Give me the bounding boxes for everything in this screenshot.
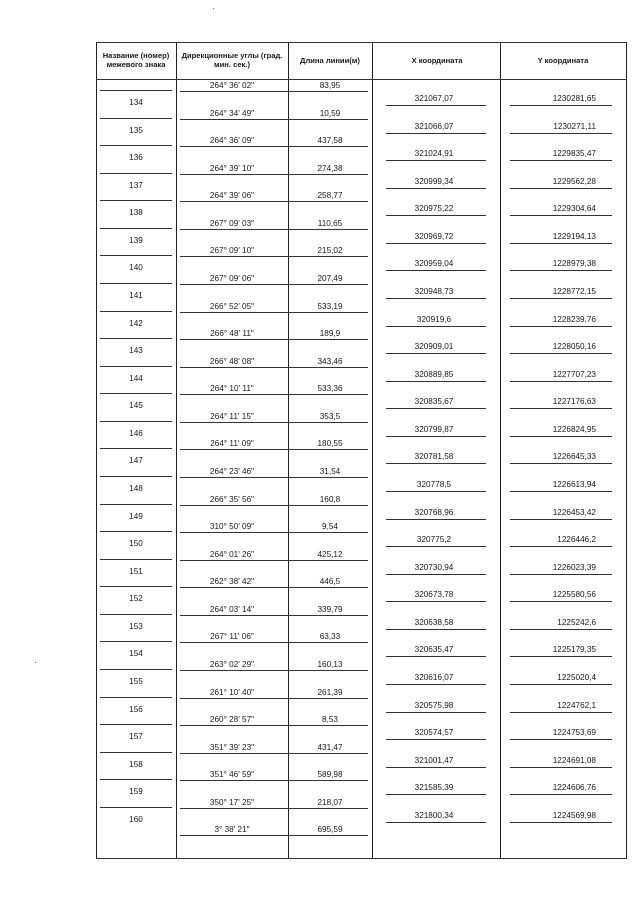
row-underline [180,229,368,230]
coord-underline [386,546,486,547]
segment-length: 353,5 [319,411,341,421]
name-underline [100,807,172,808]
point-x: 320616,07 [414,672,454,682]
row-underline [180,339,368,340]
row-underline [180,256,368,257]
point-x: 320638,58 [414,617,454,627]
point-x: 321024,91 [414,149,454,159]
segment-length: 339,79 [317,604,343,614]
coord-underline [510,463,612,464]
header-angle: Дирекционные углы (град. мин. сек.) [181,51,283,69]
point-name: 142 [129,318,143,328]
point-y: 1225242,6 [557,617,596,627]
point-y: 1229194,13 [552,231,596,241]
point-x: 320635,47 [414,645,454,655]
segment-angle: 351° 39' 23" [209,742,255,752]
segment-length: 425,12 [317,549,343,559]
point-y: 1225020,4 [557,672,596,682]
coord-underline [386,243,486,244]
name-underline [100,145,172,146]
row-underline [180,808,368,809]
coord-underline [510,712,612,713]
coord-underline [386,822,486,823]
coord-underline [386,519,486,520]
segment-angle: 264° 03' 14" [209,604,255,614]
row-underline [180,201,368,202]
segment-angle: 264° 36' 02" [209,81,255,90]
point-x: 320730,94 [414,562,454,572]
segment-angle: 264° 39' 06" [209,191,255,201]
point-name: 150 [129,539,143,549]
segment-length: 274,38 [317,163,343,173]
segment-angle: 3° 38' 21" [214,825,250,835]
segment-length: 431,47 [317,742,343,752]
point-y: 1224753,69 [552,728,596,738]
coord-underline [386,794,486,795]
coord-underline [510,243,612,244]
point-name: 157 [129,732,143,742]
name-underline [100,228,172,229]
name-underline [100,366,172,367]
name-underline [100,118,172,119]
coord-underline [386,188,486,189]
name-underline [100,669,172,670]
point-name: 134 [129,98,143,107]
point-name: 143 [129,346,143,356]
coord-underline [386,353,486,354]
name-underline [100,448,172,449]
name-underline [100,559,172,560]
point-name: 136 [129,153,143,163]
row-underline [180,119,368,120]
segment-length: 446,5 [319,577,341,587]
point-name: 140 [129,263,143,273]
segment-length: 8,53 [322,715,338,725]
name-underline [100,697,172,698]
name-underline [100,586,172,587]
point-name: 148 [129,483,143,493]
segment-angle: 264° 11' 15" [210,411,254,421]
coord-underline [510,739,612,740]
segment-length: 160,8 [319,494,341,504]
point-name: 159 [129,787,143,797]
point-y: 1228979,38 [552,259,596,269]
row-underline [180,422,368,423]
point-name: 152 [129,594,143,604]
coord-underline [386,381,486,382]
name-underline [100,173,172,174]
row-underline [180,367,368,368]
segment-angle: 263° 02' 29" [209,659,255,669]
point-name: 138 [129,208,143,218]
coord-underline [510,381,612,382]
coord-underline [510,270,612,271]
point-name: 151 [129,566,143,576]
name-underline [100,255,172,256]
point-name: 141 [129,290,143,300]
point-x: 320948,73 [414,286,454,296]
segment-angle: 264° 36' 09" [209,136,255,146]
point-y: 1226453,42 [552,507,596,517]
segment-length: 189,9 [319,329,341,339]
coord-underline [510,822,612,823]
point-y: 1226645,33 [552,452,596,462]
coord-underline [510,767,612,768]
segment-angle: 266° 35' 56" [209,494,255,504]
row-underline [180,312,368,313]
coord-underline [510,574,612,575]
segment-length: 533,19 [317,301,343,311]
segment-angle: 264° 11' 09" [210,439,254,449]
segment-length: 215,02 [317,246,343,256]
segment-length: 207,49 [317,273,343,283]
name-underline [100,614,172,615]
coord-underline [510,601,612,602]
name-underline [100,724,172,725]
name-underline [100,779,172,780]
header-name: Название (номер) межевого знака [102,51,170,69]
coord-underline [510,133,612,134]
coord-underline [510,546,612,547]
point-x: 321067,07 [414,94,454,103]
grid-hline [96,42,627,43]
coord-underline [510,794,612,795]
point-y: 1225179,35 [552,645,596,655]
coord-underline [510,684,612,685]
point-x: 320889,85 [414,369,454,379]
coord-underline [386,684,486,685]
row-underline [180,587,368,588]
row-underline [180,394,368,395]
point-name: 147 [129,456,143,466]
row-underline [180,835,368,836]
row-underline [180,477,368,478]
point-x: 320673,78 [414,590,454,600]
coord-underline [386,739,486,740]
coord-underline [510,436,612,437]
segment-length: 589,98 [317,770,343,780]
row-underline [180,560,368,561]
row-underline [180,532,368,533]
segment-angle: 350° 17' 25" [209,797,255,807]
coord-underline [510,215,612,216]
coord-underline [386,105,486,106]
row-underline [180,91,368,92]
row-underline [180,174,368,175]
point-y: 1228772,15 [552,286,596,296]
coord-underline [386,270,486,271]
row-underline [180,146,368,147]
segment-angle: 267° 09' 03" [209,218,255,228]
point-x: 320574,57 [414,728,454,738]
segment-angle: 266° 48' 08" [209,356,255,366]
point-y: 1228050,16 [552,342,596,352]
grid-vline [626,42,627,858]
coord-underline [386,491,486,492]
segment-angle: 264° 39' 10" [209,163,255,173]
point-name: 146 [129,428,143,438]
name-underline [100,311,172,312]
grid-vline [96,42,97,858]
coord-underline [386,656,486,657]
segment-length: 218,07 [317,797,343,807]
segment-angle: 264° 01' 26" [209,549,255,559]
grid-vline [176,42,177,858]
coord-underline [510,629,612,630]
name-underline [100,476,172,477]
point-y: 1229304,64 [552,204,596,214]
point-y: 1224762,1 [557,700,596,710]
row-underline [180,615,368,616]
grid-vline [500,42,501,858]
scan-speck [35,662,36,663]
point-y: 1226824,95 [552,424,596,434]
segment-angle: 260° 28' 57" [209,715,255,725]
scan-speck [213,8,214,9]
row-underline [180,505,368,506]
point-x: 321800,34 [414,810,454,820]
segment-length: 180,55 [317,439,343,449]
name-underline [100,338,172,339]
segment-angle: 351° 46' 59" [209,770,255,780]
point-x: 320969,72 [414,231,454,241]
point-y: 1226446,2 [557,535,596,545]
header-length: Длина линии(м) [300,55,360,65]
point-name: 149 [129,511,143,521]
point-x: 320975,22 [414,204,454,214]
point-y: 1227176,63 [552,397,596,407]
coord-underline [386,408,486,409]
segment-length: 533,36 [317,384,343,394]
segment-length: 63,33 [319,632,341,642]
point-name: 153 [129,621,143,631]
segment-angle: 266° 52' 05" [209,301,255,311]
coord-underline [510,326,612,327]
coord-underline [386,574,486,575]
name-underline [100,421,172,422]
segment-length: 31,54 [319,466,341,476]
coord-underline [510,188,612,189]
row-underline [180,284,368,285]
point-name: 135 [129,125,143,135]
segment-length: 437,58 [317,136,343,146]
segment-angle: 266° 48' 11" [210,329,254,339]
point-y: 1224606,76 [552,783,596,793]
coord-underline [386,463,486,464]
segment-length: 261,39 [317,687,343,697]
point-x: 320778,5 [416,479,452,489]
row-underline [180,449,368,450]
point-x: 320799,87 [414,424,454,434]
point-x: 320909,01 [414,342,454,352]
grid-vline [372,42,373,858]
coord-underline [510,519,612,520]
row-underline [180,698,368,699]
point-y: 1226023,39 [552,562,596,572]
point-name: 139 [129,235,143,245]
point-x: 320775,2 [416,535,452,545]
point-y: 1229835,47 [552,149,596,159]
row-underline [180,670,368,671]
coord-underline [386,601,486,602]
segment-length: 343,46 [317,356,343,366]
name-underline [100,90,172,91]
segment-length: 10,59 [319,108,341,118]
segment-angle: 264° 34' 49" [209,108,255,118]
point-x: 320575,98 [414,700,454,710]
segment-length: 258,77 [317,191,343,201]
name-underline [100,200,172,201]
coord-underline [510,491,612,492]
point-name: 158 [129,759,143,769]
point-x: 320768,96 [414,507,454,517]
grid-vline [288,42,289,858]
coord-underline [386,133,486,134]
segment-angle: 262° 38' 42" [209,577,255,587]
coord-underline [386,767,486,768]
coord-underline [386,160,486,161]
point-x: 320959,04 [414,259,454,269]
coord-underline [386,629,486,630]
point-y: 1224691,08 [552,755,596,765]
point-x: 321585,39 [414,783,454,793]
point-y: 1227707,23 [552,369,596,379]
point-x: 320835,67 [414,397,454,407]
segment-length: 9,54 [322,522,338,532]
point-name: 144 [129,373,143,383]
point-y: 1228239,76 [552,314,596,324]
name-underline [100,531,172,532]
segment-angle: 264° 10' 11" [210,384,254,394]
segment-length: 695,59 [317,825,343,835]
coord-underline [386,326,486,327]
coord-underline [510,105,612,106]
header-y: Y координата [537,55,589,65]
coord-underline [510,408,612,409]
name-underline [100,752,172,753]
coord-underline [386,215,486,216]
point-name: 137 [129,180,143,190]
name-underline [100,641,172,642]
segment-angle: 261° 10' 40" [209,687,255,697]
row-underline [180,753,368,754]
point-name: 145 [129,401,143,411]
point-name: 154 [129,649,143,659]
point-y: 1230271,11 [553,121,596,131]
point-x: 320919,6 [416,314,452,324]
point-name: 155 [129,676,143,686]
point-x: 321066,07 [414,121,454,131]
segment-angle: 310° 50' 09" [209,522,255,532]
name-underline [100,283,172,284]
grid-hline [96,79,627,80]
name-underline [100,504,172,505]
segment-length: 110,65 [317,218,343,228]
point-name: 156 [129,704,143,714]
point-y: 1230281,65 [552,94,596,103]
point-x: 320781,58 [414,452,454,462]
point-name: 160 [129,814,143,824]
name-underline [100,393,172,394]
coord-underline [386,436,486,437]
coord-underline [510,353,612,354]
segment-angle: 267° 09' 10" [209,246,255,256]
point-y: 1229562,28 [552,176,596,186]
point-x: 321001,47 [414,755,454,765]
coord-underline [510,160,612,161]
point-x: 320999,34 [414,176,454,186]
row-underline [180,780,368,781]
grid-hline [96,858,627,859]
segment-angle: 267° 09' 06" [209,273,255,283]
coord-underline [386,712,486,713]
row-underline [180,725,368,726]
row-underline [180,642,368,643]
segment-angle: 267° 11' 06" [210,632,254,642]
point-y: 1225580,56 [552,590,596,600]
point-y: 1226613,94 [552,479,596,489]
coord-underline [386,298,486,299]
segment-length: 160,13 [317,659,343,669]
segment-angle: 264° 23' 46" [209,466,255,476]
segment-length: 83,95 [319,81,341,90]
coord-underline [510,298,612,299]
coord-underline [510,656,612,657]
point-y: 1224569,98 [552,810,596,820]
header-x: X координата [411,55,463,65]
